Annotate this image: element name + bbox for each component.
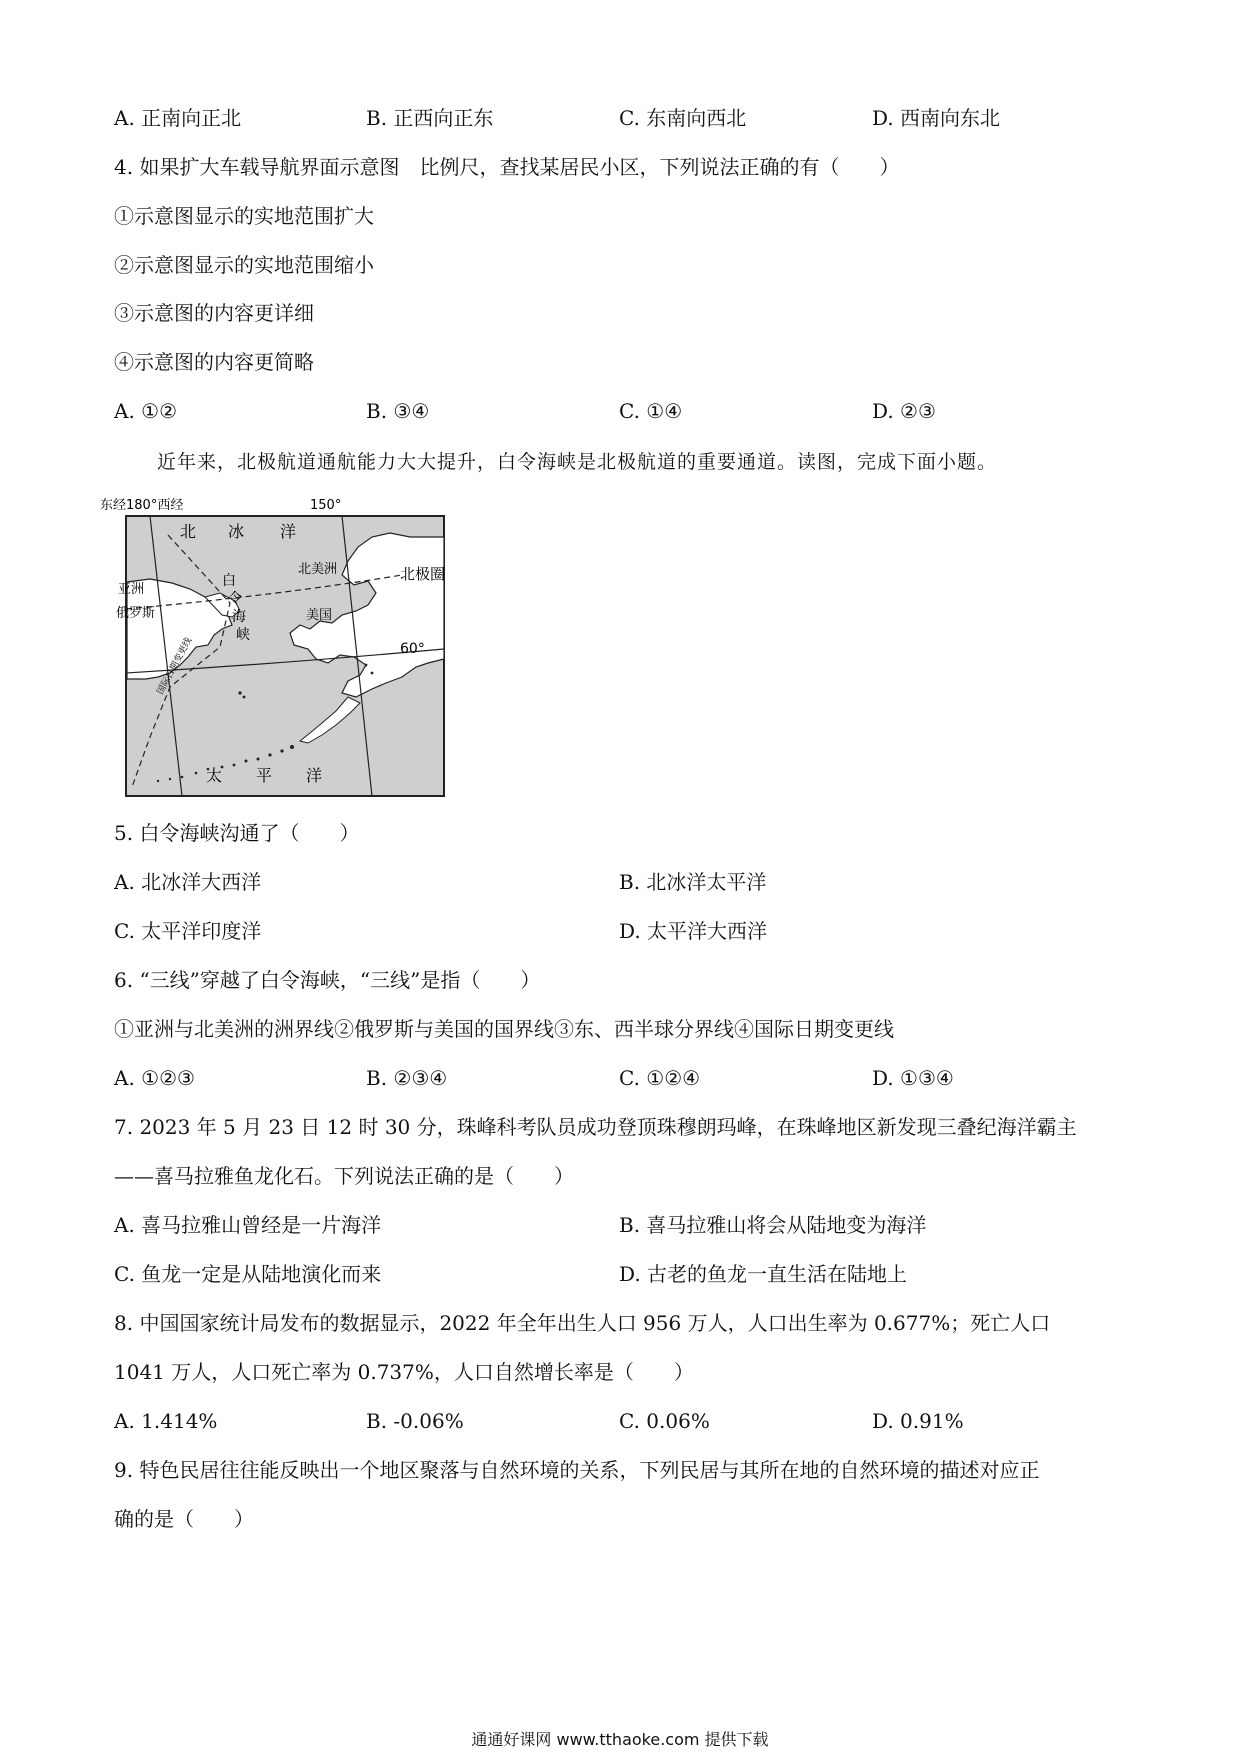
q8-option-b: B. -0.06% [366,1409,464,1433]
q6-stem: 6. “三线”穿越了白令海峡，“三线”是指（ ） [114,968,541,992]
label-60: 60° [400,641,425,657]
q6-items: ①亚洲与北美洲的洲界线②俄罗斯与美国的国界线③东、西半球分界线④国际日期变更线 [114,1017,894,1041]
q8-option-a: A. 1.414% [114,1409,218,1433]
label-pacific-3: 洋 [306,766,323,785]
label-russia: 俄罗斯 [116,606,156,621]
q7-option-a: A. 喜马拉雅山曾经是一片海洋 [114,1213,382,1237]
q5-option-a: A. 北冰洋大西洋 [114,870,262,894]
q8-option-d: D. 0.91% [872,1409,964,1433]
label-150: 150° [310,498,342,513]
bering-strait-map [100,497,506,799]
label-arctic-3: 洋 [280,522,297,541]
label-arctic-1: 北 [180,522,197,541]
q8-stem-line1: 8. 中国国家统计局发布的数据显示，2022 年全年出生人口 956 万人，人口出生率为 0.677%；死亡人口 [114,1311,1051,1335]
q6-option-c: C. ①②④ [619,1066,701,1090]
q6-option-b: B. ②③④ [366,1066,448,1090]
section-intro: 近年来，北极航道通航能力大大提升，白令海峡是北极航道的重要通道。读图，完成下面小题。 [157,451,998,473]
label-top-left: 东经180°西经 [100,498,184,513]
q4-option-c: C. ①④ [619,399,683,423]
q9-stem-line1: 9. 特色民居往往能反映出一个地区聚落与自然环境的关系，下列民居与其所在地的自然环境的描述对应正 [114,1458,1040,1482]
label-usa: 美国 [306,608,333,623]
q7-stem-line1: 7. 2023 年 5 月 23 日 12 时 30 分，珠峰科考队员成功登顶珠穆朗玛峰，在珠峰地区新发现三叠纪海洋霸主 [114,1115,1077,1139]
q7-option-c: C. 鱼龙一定是从陆地演化而来 [114,1262,382,1286]
q4-item-4: ④示意图的内容更简略 [114,350,314,374]
q6-option-a: A. ①②③ [114,1066,195,1090]
label-pacific-1: 太 [206,766,223,785]
label-north-america: 北美洲 [298,562,338,577]
q6-option-d: D. ①③④ [872,1066,954,1090]
q9-stem-line2: 确的是（ ） [114,1507,254,1531]
label-date-line: 国际日期变更线 [155,636,195,697]
q4-option-a: A. ①② [114,399,178,423]
q3-option-b: B. 正西向正东 [366,106,494,130]
q3-option-c: C. 东南向西北 [619,106,747,130]
q4-item-2: ②示意图显示的实地范围缩小 [114,253,374,277]
q3-option-a: A. 正南向正北 [114,106,242,130]
page-footer[interactable]: 通通好课网 www.tthaoke.com 提供下载 [471,1730,769,1749]
label-pacific-2: 平 [256,766,273,785]
q5-option-c: C. 太平洋印度洋 [114,919,262,943]
label-asia: 亚洲 [118,582,145,597]
q7-stem-line2: ——喜马拉雅鱼龙化石。下列说法正确的是（ ） [114,1164,574,1188]
label-strait-3: 海 [232,609,246,625]
q8-stem-line2: 1041 万人，人口死亡率为 0.737%，人口自然增长率是（ ） [114,1360,694,1384]
q4-option-b: B. ③④ [366,399,430,423]
q5-stem: 5. 白令海峡沟通了（ ） [114,821,360,845]
q5-option-b: B. 北冰洋太平洋 [619,870,767,894]
q4-item-3: ③示意图的内容更详细 [114,301,314,325]
label-arctic-2: 冰 [228,522,245,541]
label-arctic-circle: 北极圈 [400,565,446,583]
q4-item-1: ①示意图显示的实地范围扩大 [114,204,374,228]
q4-option-d: D. ②③ [872,399,936,423]
q5-option-d: D. 太平洋大西洋 [619,919,768,943]
label-strait-1: 白 [222,573,236,589]
label-strait-2: 令 [228,591,242,607]
q7-option-d: D. 古老的鱼龙一直生活在陆地上 [619,1262,908,1286]
q7-option-b: B. 喜马拉雅山将会从陆地变为海洋 [619,1213,927,1237]
q4-stem: 4. 如果扩大车载导航界面示意图 比例尺，查找某居民小区，下列说法正确的有（ ） [114,155,900,179]
q3-option-d: D. 西南向东北 [872,106,1001,130]
label-strait-4: 峡 [236,627,250,643]
q8-option-c: C. 0.06% [619,1409,710,1433]
